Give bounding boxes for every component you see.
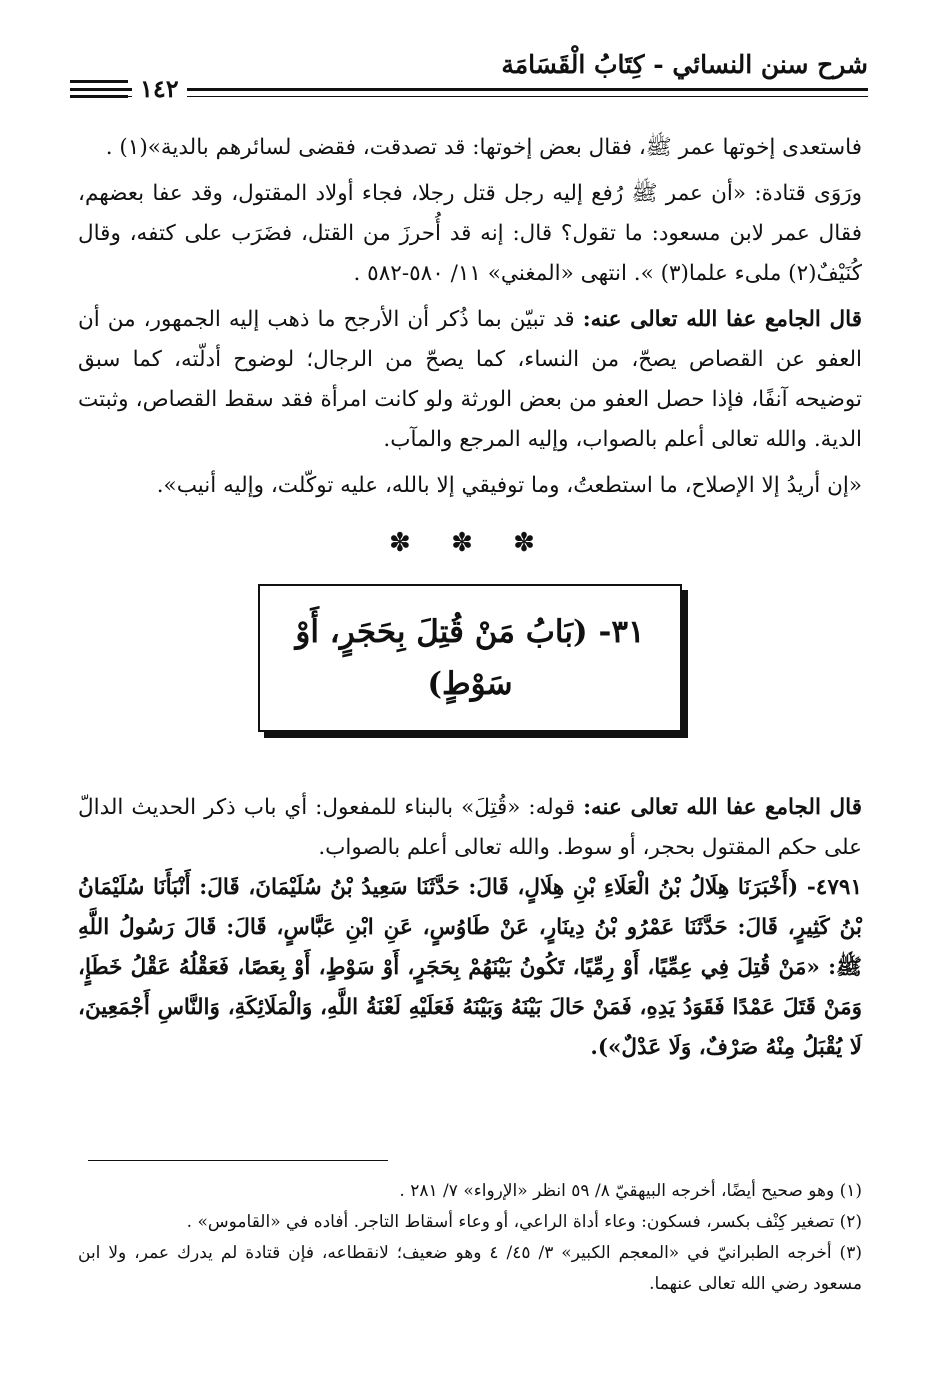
page-body — [78, 128, 862, 1068]
page-number-rule — [70, 80, 128, 98]
paragraph-5 — [78, 788, 862, 868]
footnote-rule — [88, 1160, 388, 1161]
hadith-text: ٤٧٩١- (أَخْبَرَنَا هِلَالُ بْنُ الْعَلَاءِ بْنِ هِلَالٍ، قَالَ: حَدَّثَنَا سَعِيدُ بْنُ سُلَيْمَانَ، قَالَ: أَنْبَأَنَا سُلَيْمَانُ بْنُ كَثِيرٍ، قَالَ: حَدَّثَنَا عَمْرُو بْنُ دِينَارٍ، عَنْ طَاوُسٍ، عَنِ ابْنِ عَبَّاسٍ، قَالَ: قَالَ رَسُولُ اللَّهِ ﷺ: «مَنْ قُتِلَ فِي عِمِّيًا، أَوْ رِمِّيًا، تَكُونُ بَيْنَهُمْ بِحَجَرٍ، أَوْ سَوْطٍ، أَوْ بِعَصًا، فَعَقْلُهُ عَقْلُ خَطَإٍ، وَمَنْ قَتَلَ عَمْدًا فَقَوَدُ يَدِهِ، فَمَنْ حَالَ بَيْنَهُ وَبَيْنَهُ فَعَلَيْهِ لَعْنَةُ اللَّهِ، وَالْمَلَائِكَةِ، وَالنَّاسِ أَجْمَعِينَ، لَا يُقْبَلُ مِنْهُ صَرْفٌ، وَلَا عَدْلٌ»). — [78, 875, 862, 1060]
footnote-2: (٢) تصغير كِنْف بكسر، فسكون: وعاء أداة الراعي، أو وعاء أسقاط التاجر. أفاده في «القاموس» . — [186, 1212, 862, 1232]
page-number: ١٤٢ — [132, 74, 187, 103]
header-rule-thick — [70, 88, 868, 91]
header-rule-thin — [70, 96, 868, 97]
paragraph-2: ورَوَى قتادة: «أن عمر ﷺ رُفع إليه رجل قتل رجلا، فجاء أولاد المقتول، وقد عفا بعضهم، فقال عمر لابن مسعود: ما تقول؟ قال: إنه قد أُحرزَ من القتل، فضَرَب على كتفه، وقال كُنَيْفٌ(٢) ملىء علما(٣) ». انتهى «المغني» ١١/ ٥٨٠-٥٨٢ . — [78, 181, 862, 286]
paragraph-3 — [78, 300, 862, 460]
chapter-title-box — [258, 584, 682, 732]
section-separator: ✽ ✽ ✽ — [389, 528, 551, 558]
footnotes — [78, 1176, 862, 1300]
paragraph-3-text: قد تبيّن بما ذُكر أن الأرجح ما ذهب إليه الجمهور، من أن العفو عن القصاص يصحّ، من النساء، كما يصحّ من الرجال؛ لوضوح أدلّته، كما سبق توضيحه آنفًا، فإذا حصل العفو من بعض الورثة ولو كانت امرأة فقد سقط القصاص، وثبتت الدية. والله تعالى أعلم بالصواب، وإليه المرجع والمآب. — [78, 307, 862, 452]
paragraph-5-text: قوله: «قُتِلَ» بالبناء للمفعول: أي باب ذكر الحديث الدالّ على حكم المقتول بحجر، أو سوط. والله تعالى أعلم بالصواب. — [78, 795, 862, 860]
author-lead-2: قال الجامع عفا الله تعالى عنه: — [583, 795, 862, 820]
footnote-1: (١) وهو صحيح أيضًا، أخرجه البيهقيّ ٨/ ٥٩ انظر «الإرواء» ٧/ ٢٨١ . — [399, 1181, 862, 1201]
running-title: شرح سنن النسائي - كِتَابُ الْقَسَامَة — [501, 50, 868, 79]
chapter-title-line-1: ٣١- (بَابُ مَنْ قُتِلَ بِحَجَرٍ، أَوْ — [295, 614, 645, 650]
paragraph-1: فاستعدى إخوتها عمر ﷺ، فقال بعض إخوتها: قد تصدقت، فقضى لسائرهم بالدية»(١) . — [105, 135, 862, 160]
chapter-title-line-2: سَوْطٍ) — [427, 666, 513, 702]
footnote-3: (٣) أخرجه الطبرانيّ في «المعجم الكبير» ٣/ ٤٥/ ٤ وهو ضعيف؛ لانقطاعه، فإن قتادة لم يدرك عمر، ولا ابن مسعود رضي الله تعالى عنهما. — [78, 1243, 862, 1294]
page-header — [70, 40, 868, 102]
author-lead: قال الجامع عفا الله تعالى عنه: — [582, 307, 862, 332]
paragraph-4: «إن أريدُ إلا الإصلاح، ما استطعتُ، وما توفيقي إلا بالله، عليه توكّلت، وإليه أنيب». — [156, 473, 862, 498]
